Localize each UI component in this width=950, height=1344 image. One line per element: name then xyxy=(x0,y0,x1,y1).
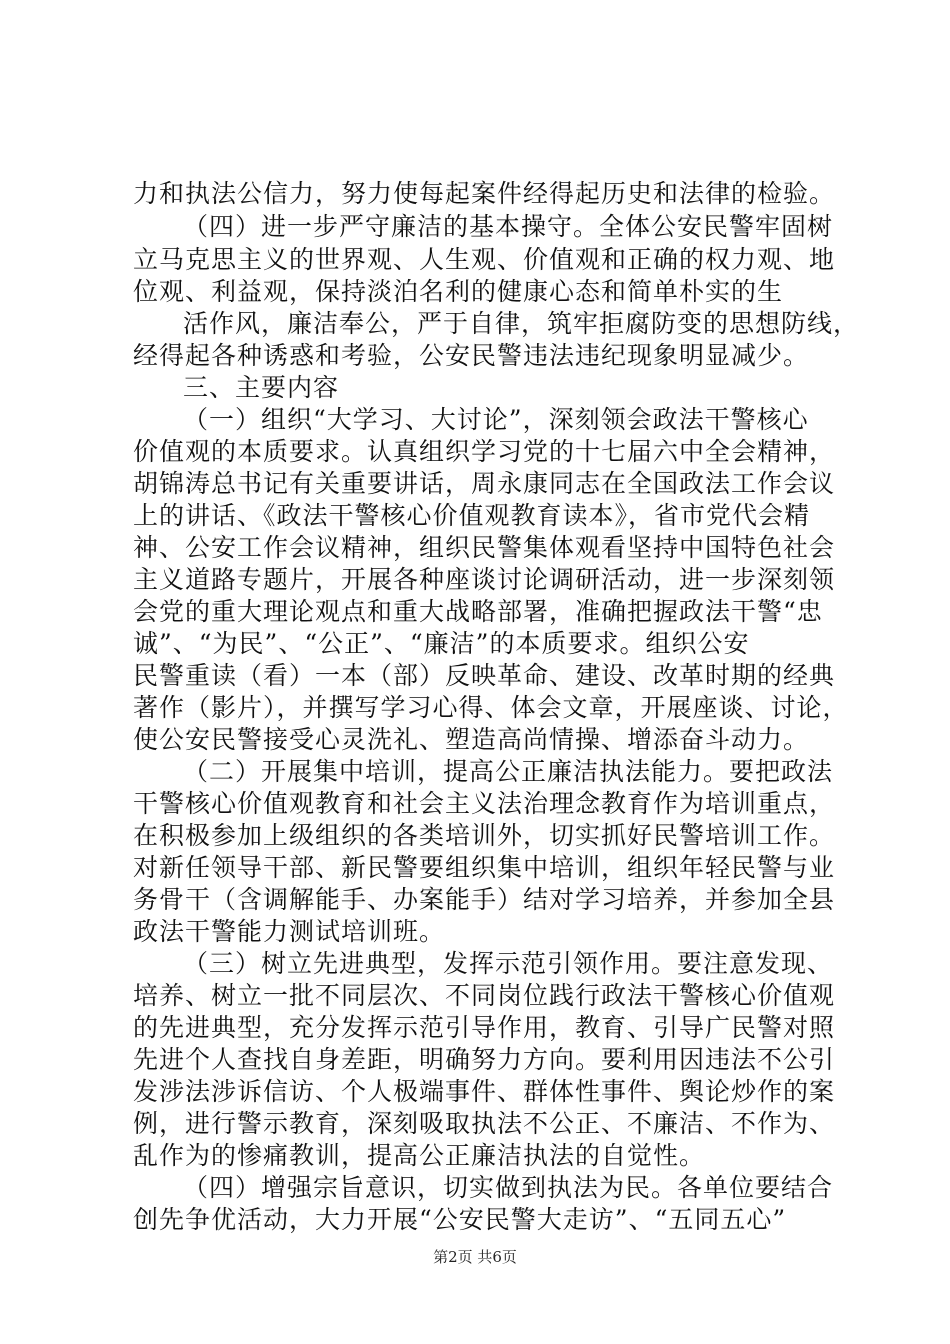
section-heading: 三、主要内容 xyxy=(183,373,340,402)
text-line: （二）开展集中培训，提高公正廉洁执法能力。要把政法 xyxy=(183,757,834,786)
text-line: 神、公安工作会议精神，组织民警集体观看坚持中国特色社会 xyxy=(133,533,836,562)
text-line: 先进个人查找自身差距，明确努力方向。要利用因违法不公引 xyxy=(133,1045,836,1074)
text-line: 活作风，廉洁奉公，严于自律，筑牢拒腐防变的思想防线， xyxy=(183,309,860,338)
page-number-footer: 第2页 共6页 xyxy=(433,1248,517,1266)
text-line: 力和执法公信力，努力使每起案件经得起历史和法律的检验。 xyxy=(133,179,836,208)
text-line: 位观、利益观，保持淡泊名利的健康心态和简单朴实的生 xyxy=(133,277,784,306)
text-line: 乱作为的惨痛教训，提高公正廉洁执法的自觉性。 xyxy=(133,1141,706,1170)
text-line: （四）增强宗旨意识，切实做到执法为民。各单位要结合 xyxy=(183,1173,834,1202)
text-line: 干警核心价值观教育和社会主义法治理念教育作为培训重点， xyxy=(133,789,836,818)
text-line: 的先进典型，充分发挥示范引导作用，教育、引导广民警对照 xyxy=(133,1013,836,1042)
text-line: 上的讲话、《政法干警核心价值观教育读本》，省市党代会精 xyxy=(133,501,811,530)
text-line: 会党的重大理论观点和重大战略部署，准确把握政法干警“忠 xyxy=(133,597,823,626)
text-line: 著作（影片），并撰写学习心得、体会文章，开展座谈、讨论， xyxy=(133,693,849,722)
text-line: 发涉法涉诉信访、个人极端事件、群体性事件、舆论炒作的案 xyxy=(133,1077,836,1106)
text-line: 胡锦涛总书记有关重要讲话，周永康同志在全国政法工作会议 xyxy=(133,469,836,498)
text-line: 价值观的本质要求。认真组织学习党的十七届六中全会精神， xyxy=(133,437,836,466)
text-line: 例，进行警示教育，深刻吸取执法不公正、不廉洁、不作为、 xyxy=(133,1109,836,1138)
text-line: 培养、树立一批不同层次、不同岗位践行政法干警核心价值观 xyxy=(133,981,836,1010)
text-line: 政法干警能力测试培训班。 xyxy=(133,917,446,946)
text-line: 在积极参加上级组织的各类培训外，切实抓好民警培训工作。 xyxy=(133,821,836,850)
text-line: （一）组织“大学习、大讨论”，深刻领会政法干警核心 xyxy=(183,405,809,434)
text-line: 使公安民警接受心灵洗礼、塑造高尚情操、增添奋斗动力。 xyxy=(133,725,810,754)
text-line: 创先争优活动，大力开展“公安民警大走访”、“五同五心” xyxy=(133,1205,787,1234)
text-line: 诚”、“为民”、“公正”、“廉洁”的本质要求。组织公安 xyxy=(133,629,750,658)
text-line: （三）树立先进典型，发挥示范引领作用。要注意发现、 xyxy=(183,949,834,978)
text-line: 立马克思主义的世界观、人生观、价值观和正确的权力观、地 xyxy=(133,245,836,274)
text-line: 主义道路专题片，开展各种座谈讨论调研活动，进一步深刻领 xyxy=(133,565,836,594)
text-line: 务骨干（含调解能手、办案能手）结对学习培养，并参加全县 xyxy=(133,885,836,914)
text-line: （四）进一步严守廉洁的基本操守。全体公安民警牢固树 xyxy=(183,212,834,241)
text-line: 民警重读（看）一本（部）反映革命、建设、改革时期的经典 xyxy=(133,661,836,690)
text-line: 经得起各种诱惑和考验，公安民警违法违纪现象明显减少。 xyxy=(133,341,810,370)
text-line: 对新任领导干部、新民警要组织集中培训，组织年轻民警与业 xyxy=(133,853,836,882)
